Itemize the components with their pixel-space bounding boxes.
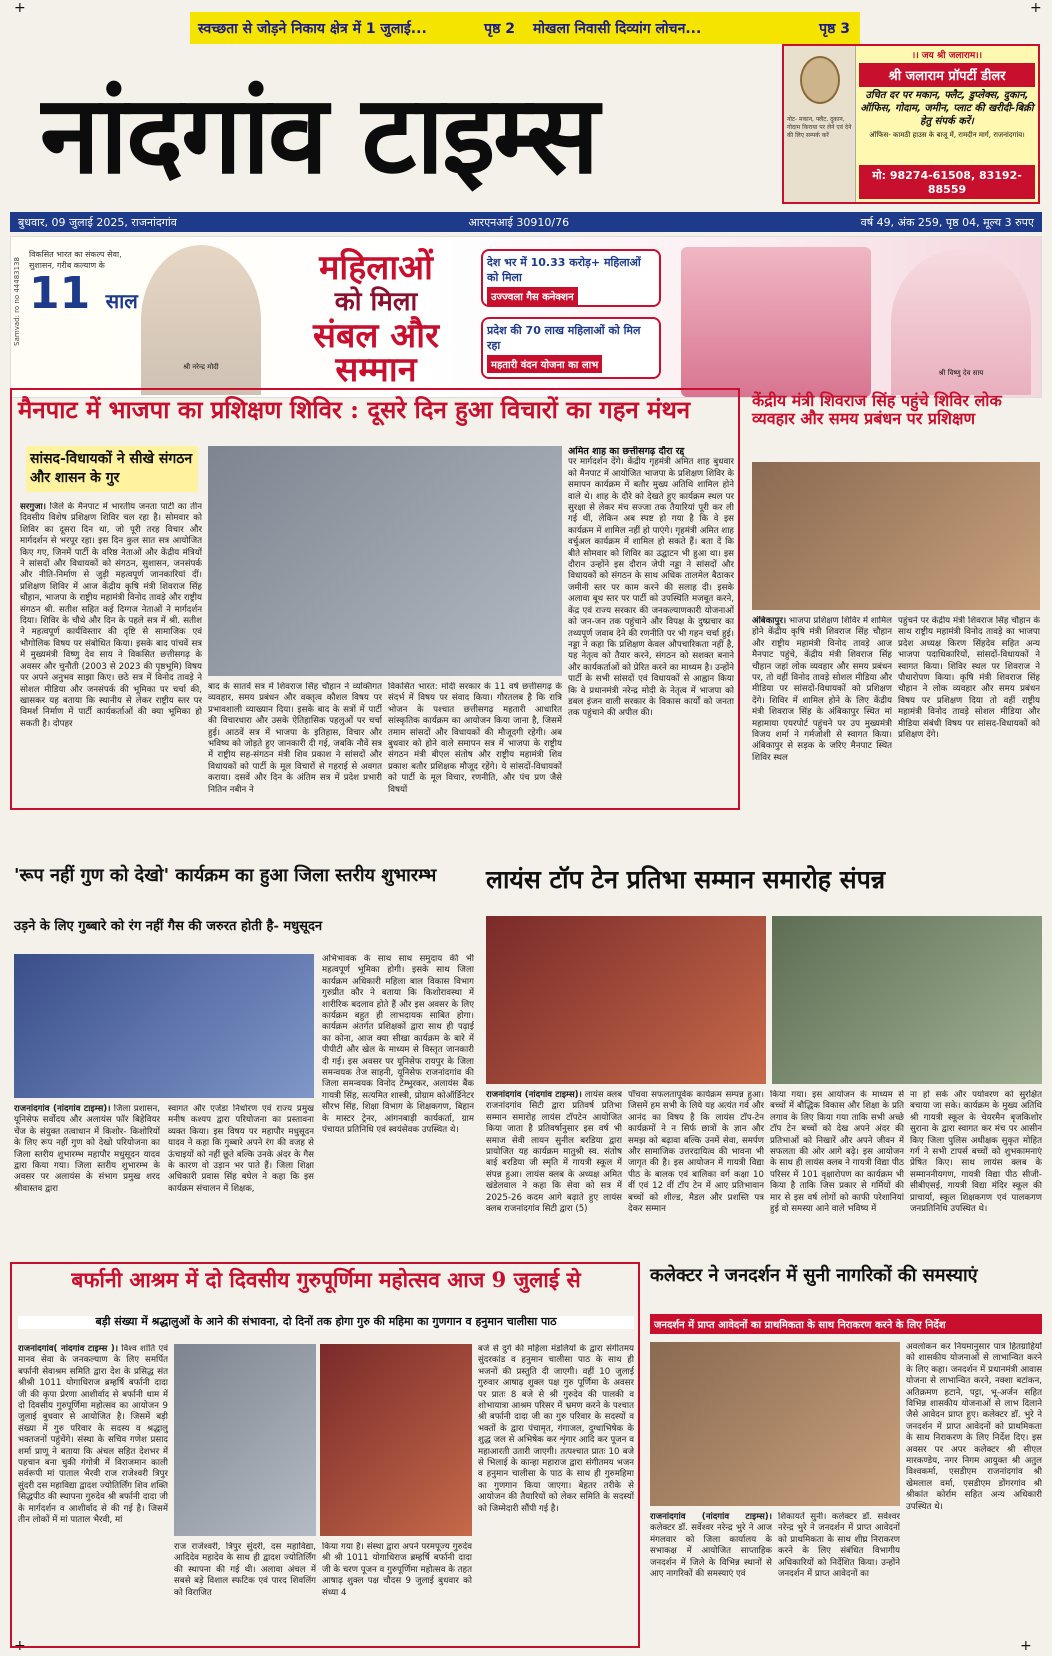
article-6-col-3: अवलोकन कर नियमानुसार पात्र हितग्राहियों को शासकीय योजनाओं से लाभान्वित करने के लिए कहा। जनदर्शन में प्रधानमंत्री आवास योजना से लाभान्वित करने, नक्शा बटांकन, अतिक्रमण हटाने, पट्टा, भू-अर्जन सहित विभिन्न शासकीय योजनाओं से लाभ दिलाने जैसे आवेदन प्राप्त हुए। कलेक्टर डॉ. भुरे ने जनदर्शन में प्राप्त आवेदनों को प्राथमिकता के साथ निराकरण के लिए निर्देश दिए। इस अवसर पर अपर कलेक्टर श्री सीएल मारकण्डेय, नगर निगम आयुक्त श्री अतुल विश्वकर्मा, एसडीएम राजनांदगांव श्री खेमलाल वर्मा, एसडीएम डोंगरगांव श्री श्रीकांत कोर्राम सहित अन्य अधिकारी उपस्थित थे। xyxy=(906,1342,1042,1512)
stat-2-text: प्रदेश की 70 लाख महिलाओं को मिल रहा xyxy=(487,324,641,352)
article-lions-topten xyxy=(484,866,1044,1254)
banner-tagline: विकसित भारत का संकल्प सेवा, सुशासन, गरीब कल्याण के xyxy=(29,250,122,270)
registration-mark: + xyxy=(1020,1638,1032,1654)
article-6-photo xyxy=(650,1342,900,1506)
article-5-headline[interactable]: बर्फानी आश्रम में दो दिवसीय गुरुपूर्णिमा महोत्सव आज 9 जुलाई से xyxy=(71,1267,581,1292)
article-2-headline[interactable]: केंद्रीय मंत्री शिवराज सिंह पहुंचे शिविर लोक व्यवहार और समय प्रबंधन पर प्रशिक्षण xyxy=(752,391,1002,429)
article-5-col-1: राजनांदगांव( नांदगांव टाइम्स )। विश्व शांति एवं मानव सेवा के जनकल्याण के लिए समर्पित बर्फानी सेवाश्रम समिति द्वारा देश के प्रसिद्ध संत श्रीश्री 1011 योगाधिराज ब्रम्हर्षि बर्फानी दादा जी की कृपा प्रेरणा आशीर्वाद से बर्फानी धाम में दो दिवसीय गुरुपूर्णिमा महोत्सव का आयोजन 9 जुलाई बुधवार से आयोजित है। जिसमें बड़ी संख्या में गुरु परिवार के सदस्य व श्रद्धालु भक्तजनों पहुंचेंगे। संस्था के सचिव गणेश प्रसाद शर्मा प्राणू ने बताया कि अंचल सहित देशभर में पहचान बना चुकी गंगोत्री में विराजमान काली सर्वरूपी मां पाताल भैरवी राज राजेश्वरी त्रिपुर सुंदरी दस महाविद्या द्वादश ज्योतिर्लिंग शिव शक्ति सिद्धपीठ की स्थापना गुरुदेव श्री बर्फानी दादा जी के मार्गदर्शन व आशीर्वाद से की गई है। जिसमें तीन लोकों में मां पाताल भैरवी, मां xyxy=(18,1344,168,1526)
issue-info: वर्ष 49, अंक 259, पृष्ठ 04, मूल्य 3 रुपए xyxy=(860,215,1034,229)
teaser-left-page: पृष्ठ 2 xyxy=(484,20,515,37)
pm-name: श्री नरेन्द्र मोदी xyxy=(183,363,219,371)
article-3-col-2: स्वागत और एजेंडा निर्धारण एवं राज्य प्रमुख मनीष कश्यप द्वारा परियोजना का प्रस्तावना व्यक्त किया। इस विषय पर महापौर मधुसूदन यादव ने कहा कि गुब्बारे अपने रंग की वजह से ऊंचाइयों को नहीं छूते बल्कि उनके अंदर के गैस के कारण वो उड़ान भर पाते हैं। जिला शिक्षा अधिकारी प्रवास सिंह बघेल ने कहा कि इस कार्यक्रम संचालन में शिक्षक, xyxy=(168,1104,314,1194)
slogan-line-3: संबल और सम्मान xyxy=(313,316,439,390)
article-3-subhead: उड़ने के लिए गुब्बारे को रंग नहीं गैस की जरुरत होती है- मधुसूदन xyxy=(14,919,323,934)
article-1-box-heading: अमित शाह का छत्तीसगढ़ दौरा रद्द xyxy=(568,446,685,457)
article-collector-jandarshan xyxy=(648,1262,1044,1648)
teaser-right[interactable]: मोखला निवासी दिव्यांग लोचन... xyxy=(533,20,702,37)
teaser-right-page: पृष्ठ 3 xyxy=(819,20,850,37)
masthead-title: नांदगांव टाइम्स xyxy=(40,72,598,198)
article-2-col-2: पहुंचने पर केंद्रीय मंत्री शिवराज सिंह चौहान के साथ राष्ट्रीय महामंत्री विनोद तावड़े का भाजपा प्रदेश अध्यक्ष किरण सिंहदेव सहित अन्य भाजपा पदाधिकारियों, सांसदों-विधायकों ने स्वागत किया। शिविर स्थल पर शिवराज ने पौधारोपण किया। कृषि मंत्री शिवराज सिंह चौहान ने लोक व्यवहार और समय प्रबंधन विषय पर प्रशिक्षण दिया तो वहीं राष्ट्रीय महामंत्री विनोद तावड़े सोशल मीडिया और मीडिया संबंधी विषय पर सांसद-विधायकों को प्रशिक्षण देंगे। xyxy=(898,616,1040,741)
stat-1-text: देश भर में 10.33 करोड़+ महिलाओं को मिला xyxy=(487,256,641,284)
article-shivraj xyxy=(748,388,1044,810)
article-1-photo xyxy=(208,446,562,676)
registration-mark: + xyxy=(14,1638,26,1654)
article-4-photo-2 xyxy=(772,916,1042,1084)
article-barfani-ashram xyxy=(10,1262,640,1648)
ad-portrait-caption: नोट- मकान, फ्लैट, दुकान, गोदाम किराया पर लेने एवं देने की लिए सम्पर्क करें xyxy=(787,116,852,139)
article-bjp-camp xyxy=(10,388,740,810)
article-2-photo xyxy=(752,462,1040,610)
banner-ro-number: Samvad: ro no 44483138 xyxy=(13,257,21,346)
article-4-headline[interactable]: लायंस टॉप टेन प्रतिभा सम्मान समारोह संपन्न xyxy=(486,865,886,894)
slogan-line-2: को मिला xyxy=(334,287,418,317)
cm-portrait xyxy=(891,249,1031,395)
teaser-left[interactable]: स्वच्छता से जोड़ने निकाय क्षेत्र में 1 जुलाई... xyxy=(198,20,427,37)
slogan-line-1: महिलाओं xyxy=(319,248,433,288)
article-5-col-4: बजे से दुर्ग की महिला मंडलियों के द्वारा संगीतमय सुंदरकांड व हनुमान चालीसा पाठ के साथ ही भजनों की प्रस्तुति दी जाएगी। वहीं 10 जुलाई गुरुवार आषाढ़ शुक्ल पक्ष गुरु पूर्णिमा के अवसर पर प्रातः 8 बजे से श्री गुरुदेव की पालकी व शोभायात्रा आश्रम परिसर में भ्रमण करने के पश्चात श्री बर्फानी दादा जी का गुरु परिवार के सदस्यों व भक्तों के द्वारा पंचामृत, गंगाजल, दुग्धाभिषेक के शुद्ध जल से अभिषेक कर शृंगार आदि कर पूजन व महाआरती उतारी जाएगी। तत्पश्चात प्रातः 10 बजे से भिलाई के कान्हा महाराज द्वारा संगीतमय भजन व हनुमान चालीसा के पाठ के साथ ही गुरुमहिमा का गुणगान किया जाएगा। बेहतर तरीके से आयोजन की तैयारियों को लेकर समिति के सदस्यों को जिम्मेदारी सौंपी गई है। xyxy=(478,1344,634,1514)
article-3-headline[interactable]: 'रूप नहीं गुण को देखो' कार्यक्रम का हुआ जिला स्तरीय शुभारम्भ xyxy=(14,865,437,886)
article-1-dateline: सरगुजा। xyxy=(20,502,47,512)
banner-stat-box-2 xyxy=(481,317,661,379)
article-3-photo xyxy=(14,954,314,1098)
article-6-dateline: राजनांदगांव (नांदगांव टाइम्स)। xyxy=(650,1512,772,1522)
registration-mark: + xyxy=(14,0,26,16)
article-5-col-3: किया गया है। संस्था द्वारा अपने परमपूज्य गुरुदेव श्री श्री 1011 योगाधिराज ब्रम्हर्षि बर्फानी दादा जी के चरण पूजन व गुरुपूर्णिमा महोत्सव के तहत आषाढ़ शुक्ल पक्ष चौदस 9 जुलाई बुधवार को संध्या 4 xyxy=(322,1542,472,1598)
article-4-dateline: राजनांदगांव (नांदगांव टाइम्स)। xyxy=(486,1090,582,1100)
article-6-subhead: जनदर्शन में प्राप्त आवेदनों का प्राथमिकता के साथ निराकरण करने के लिए निर्देश xyxy=(650,1314,1042,1334)
article-1-col-1: सरगुजा। जिले के मैनपाट में भारतीय जनता पार्टी का तीन दिवसीय विशेष प्रशिक्षण शिविर चल रहा है। सोमवार को शिविर का दूसरा दिन था, जो पूरी तरह विचार और मार्गदर्शन से भरपूर रहा। इस दिन कुल सात सत्र आयोजित किए गए, जिनमें पार्टी के वरिष्ठ नेताओं और केंद्रीय मंत्रियों ने सांसदों और विधायकों को संगठन, सुशासन, जनसंपर्क और नीति-निर्माण से जुड़ी महत्वपूर्ण जानकारियां दीं। प्रशिक्षण शिविर में आज केंद्रीय कृषि मंत्री शिवराज सिंह चौहान, भाजपा के राष्ट्रीय महामंत्री विनोद तावड़े और राष्ट्रीय संगठन श्री. सतीश सहित कई दिग्गज नेताओं ने मार्गदर्शन दिया। शिविर के चौथे और दिन के पहले सत्र में श्री. सतीश ने महत्वपूर्ण कार्यविस्तार की दृष्टि से सामाजिक एवं भौगोलिक विषय पर संबोधित किया। इसके बाद पांचवें सत्र में मुख्यमंत्री विष्णु देव साय ने विकसित छत्तीसगढ़ के अवसर और चुनौती (2003 से 2023 की पृष्ठभूमि) विषय पर अपने अनुभव साझा किए। छठे सत्र में विनोद तावड़े ने सोशल मीडिया और जनसंपर्क की भूमिका पर चर्चा की, खासकर यह बताया कि स्थानीय से लेकर राष्ट्रीय स्तर पर विमर्श निर्माण में पार्टी कार्यकर्ताओं की क्या भूमिका हो सकती है। दोपहर xyxy=(20,502,202,729)
dateline-bar xyxy=(10,212,1042,232)
article-3-dateline: राजनांदगांव (नांदगांव टाइम्स)। xyxy=(14,1104,111,1114)
article-5-photo-2 xyxy=(320,1344,472,1536)
article-6-headline[interactable]: कलेक्टर ने जनदर्शन में सुनी नागरिकों की समस्याएं xyxy=(650,1265,978,1286)
ad-portrait xyxy=(784,46,856,202)
cm-name: श्री विष्णु देव साय xyxy=(938,369,984,377)
ad-services: उचित दर पर मकान, फ्लैट, डुप्लेक्स, दुकान, ऑफिस, गोदाम, जमीन, प्लाट की खरीदी-बिक्री हेतु संपर्क करें। xyxy=(860,90,1034,127)
rni-number: आरएनआई 30910/76 xyxy=(468,215,570,229)
article-4-photo-1 xyxy=(486,916,766,1084)
women-photo xyxy=(681,247,871,397)
article-5-col-2: राज राजेश्वरी, त्रिपुर सुंदरी, दस महाविद्या, आदिदेव महादेव के साथ ही द्वादश ज्योतिर्लिंग की स्थापना की गई थी। अलावा अंचल में सबसे बड़े विशाल स्फटिक एवं पारद शिवलिंग को विराजित xyxy=(174,1542,316,1598)
top-strip xyxy=(190,12,860,44)
stat-2-scheme: महतारी वंदन योजना का लाभ xyxy=(487,355,602,373)
pm-portrait xyxy=(141,245,261,395)
article-4-col-2: पाँचवा सफलतापूर्वक कार्यक्रम सम्पन्न हुआ। जिसमें हम सभी के लिये यह अत्यंत गर्व और आनंद का विषय है कि लायंस टॉप-टेन कार्यक्रमों ने न सिर्फ छात्रों के ज्ञान और समझ को बढ़ावा बल्कि उनमें सेवा, समर्पण और सामाजिक उत्तरदायित्व की भावना भी जागृत की है। इस आयोजन में गायत्री विद्या पीठ के बालक एवं बालिका वर्ग कक्षा 10 वीं एवं 12 वीं टॉप टेन में आए प्रतिभावान बच्चों को शील्ड, मैडल और प्रशस्ति पत्र देकर सम्मान xyxy=(628,1090,764,1215)
banner-slogan xyxy=(291,248,461,390)
article-5-dateline: राजनांदगांव( नांदगांव टाइम्स )। xyxy=(18,1344,119,1354)
article-1-col-3: विकसित भारत: मोदी सरकार के 11 वर्ष छत्तीसगढ़ के संदर्भ में विषय पर संवाद किया। गौरतलब है कि रात्रि भोजन के पश्चात छत्तीसगढ़ महतारी आधारित सांस्कृतिक कार्यक्रम का आयोजन किया जाना है, जिसमें तमाम सांसदों और विधायकों की मौजूदगी रहेगी। अब बुधवार को होने वाले समापन सत्र में भाजपा के राष्ट्रीय संगठन मंत्री बीएल संतोष और राष्ट्रीय महामंत्री शिव प्रकाश बतौर प्रशिक्षक मौजूद रहेंगे। ये सांसदों-विधायकों को पार्टी के मूल विचार, रणनीति, और पंच प्रण जैसे विषयों xyxy=(388,682,562,795)
banner-stat-box-1 xyxy=(481,249,661,307)
article-4-col-1: राजनांदगांव (नांदगांव टाइम्स)। लायंस क्लब राजनांदगांव सिटी द्वारा प्रतिवर्ष प्रतिभा सम्मान समारोह लायंस टॉपटेन आयोजित किया जाता है प्रतिवर्षानुसार इस वर्ष भी समाज सेवी लायन सुनील बरडिया द्वारा प्रायोजित यह कार्यक्रम मातुश्री स्व. संतोष बाई बरडिया जी स्मृति में गायत्री स्कूल में संपन्न हुआ। लायंस क्लब के अध्यक्ष अमित खंडेलवाल ने कहा कि सेवा को सत्र में 2025-26 कदम आगे बढ़ाते हुए लायंस क्लब राजनांदगांव सिटी द्वारा (5) xyxy=(486,1090,622,1215)
registration-mark: + xyxy=(1030,0,1042,16)
ad-dealer-name: श्री जलाराम प्रॉपर्टी डीलर xyxy=(859,63,1035,87)
issue-date: बुधवार, 09 जुलाई 2025, राजनांदगांव xyxy=(18,215,177,229)
article-5-photo-1 xyxy=(174,1344,316,1536)
property-dealer-ad xyxy=(782,44,1040,204)
article-2-dateline: अंबिकापुर। xyxy=(752,616,787,626)
article-6-col-2: शिकायतें सुनी। कलेक्टर डॉ. सर्वेश्वर नरेन्द्र भुरे ने जनदर्शन में प्राप्त आवेदनों को प्राथमिकता के साथ शीघ्र निराकरण करने के लिए संबंधित विभागीय अधिकारियों को निर्देशित किया। उन्होंने जनदर्शन में प्राप्त आवेदनों का xyxy=(778,1512,900,1580)
ad-salutation: ।। जय श्री जलाराम।। xyxy=(911,51,983,61)
article-1-col-4: अमित शाह का छत्तीसगढ़ दौरा रद्द पर मार्गदर्शन देंगे। केंद्रीय गृहमंत्री अमित शाह बुधवार को मैनपाट में आयोजित भाजपा के प्रशिक्षण शिविर के समापन कार्यक्रम में बतौर मुख्य अतिथि शामिल होने वाले थे। शाह के दौरे को देखते हुए कार्यक्रम स्थल पर सुरक्षा से लेकर मंच सज्जा तक तैयारियां पूरी कर ली गई थीं, लेकिन अब स्पष्ट हो गया है कि वे इस कार्यक्रम में शामिल नहीं हो पाएंगे। गृहमंत्री अमित शाह वर्चुअल कार्यक्रम में शामिल हो सकते हैं। बता दें कि बीते सोमवार को शिविर का उद्घाटन भी हुआ था। इस दौरान उन्होंने इस दौरान जेपी नड्डा ने सांसदों और विधायकों को संगठन के साथ अधिक तालमेल बैठाकर जमीनी स्तर पर काम करने की सलाह दी। इसके अलावा बूथ स्तर पर पार्टी को उपस्थिति मजबूत करने, केंद्र एवं राज्य सरकार की जनकल्याणकारी योजनाओं को जन-जन तक पहुंचाने और विपक्ष के दुष्प्रचार का तथ्यपूर्ण जवाब देने की रणनीति पर भी गहन चर्चा हुई। नड्डा ने कहा कि प्रशिक्षण केवल औपचारिकता नहीं है, यह नेतृत्व को तैयार करने, संगठन को सशक्त बनाने और कार्यकर्ताओं को प्रेरित करने का माध्यम है। उन्होंने पार्टी के सभी सांसदों एवं विधायकों से आह्वान किया कि वे प्रधानमंत्री नरेन्द्र मोदी के नेतृत्व में भाजपा को डबल इंजन वाली सरकार के विकास कार्यों को जनता तक पहुंचाने की अपील की। xyxy=(568,446,734,719)
banner-years-word: साल xyxy=(105,289,138,313)
article-1-col-2: बाद के सातवें सत्र में शिवराज सिंह चौहान ने व्यक्तिगत व्यवहार, समय प्रबंधन और वक्तृत्व कौशल विषय पर प्रभावशाली व्याख्यान दिया। इसके बाद के सत्रों में पार्टी की विचारधारा और उसके ऐतिहासिक पहलुओं पर चर्चा हुई। आठवें सत्र में भाजपा के इतिहास, विचार और भविष्य को जोड़ते हुए जानकारी दी गई, जबकि नौवें सत्र में राष्ट्रीय सह-संगठन मंत्री शिव प्रकाश ने सांसदों और विधायकों को पार्टी के मूल विचारों से गहराई से अवगत कराया। दसवें और दिन के अंतिम सत्र में प्रदेश प्रभारी नितिन नबीन ने xyxy=(208,682,382,795)
government-banner-ad xyxy=(10,236,1042,398)
article-1-subhead: सांसद-विधायकों ने सीखे संगठन और शासन के गुर xyxy=(26,446,198,492)
stat-1-scheme: उज्ज्वला गैस कनेक्शन xyxy=(487,287,578,305)
article-3-col-1: राजनांदगांव (नांदगांव टाइम्स)। जिला प्रशासन, यूनिसेफ सर्वोदय और अलायंस फॉर बिहेवियर चेंज के संयुक्त तत्वाधान में किशोर- किशोरियों के लिए रूप नहीं गुण को देखो परियोजना का जिला स्तरीय शुभारम्भ महापौर मधुसूदन यादव द्वारा किया गया। जिला स्तरीय शुभारम्भ के अवसर पर अलायंस के संभाग प्रमुख शरद श्रीवास्तव द्वारा xyxy=(14,1104,160,1194)
article-2-col-1: अंबिकापुर। भाजपा प्रशिक्षण शिविर में शामिल होने केंद्रीय कृषि मंत्री शिवराज सिंह चौहान और राष्ट्रीय महामंत्री विनोद तावड़े आज मैनपाट पहुंचे, केंद्रीय मंत्री शिवराज सिंह चौहान जहां लोक व्यवहार और समय प्रबंधन पर, तो वहीं विनोद तावड़े सोशल मीडिया और मीडिया पर सांसदों-विधायकों को प्रशिक्षण देंगे। शिविर में शामिल होने के लिए केंद्रीय मंत्री शिवराज सिंह के अंबिकापुर स्थित मां महामाया एयरपोर्ट पहुंचने पर उप मुख्यमंत्री विजय शर्मा ने गर्मजोशी से स्वागत किया। अंबिकापुर से सड़क के जरिए मैनपाट स्थित शिविर स्थल xyxy=(752,616,892,763)
article-roop-nahi-gun xyxy=(10,866,476,1254)
article-3-col-3: अभिभावक के साथ साथ समुदाय की भी महत्वपूर्ण भूमिका होगी। इसके साथ जिला कार्यक्रम अधिकारी महिला बाल विकास विभाग गुरुप्रीत कौर ने बताया कि किशोरावस्था में शारीरिक बदलाव होते हैं और इस अवसर के लिए कार्यक्रम बहुत ही लाभदायक साबित होगा। कार्यक्रम अंतर्गत प्रशिक्षकों द्वारा साथ ही पढ़ाई का कोना, आज क्या सीखा कार्यक्रम के बारे में पीपीटी और खेल के माध्यम से विस्तृत जानकारी दी गई। इस अवसर पर यूनिसेफ रायपुर के जिला समन्वयक तेज साहनी, यूनिसेफ राजनांदगांव की जिला समन्वयक विनोद टेम्भुरकर, अलायंस बैंक गायत्री सिंह, सत्यमित शास्त्री, प्रोग्राम कोऑर्डिनेटर सौरभ सिंह, शिक्षा विभाग के शिक्षकगण, बिहान के मास्टर ट्रेनर, आंगनबाड़ी कार्यकर्ता, ग्राम पंचायत प्रतिनिधि एवं स्वयंसेवक उपस्थित थे। xyxy=(322,954,474,1136)
article-6-col-1: राजनांदगांव (नांदगांव टाइम्स)। कलेक्टर डॉ. सर्वेश्वर नरेन्द्र भुरे ने आज मंगलवार को जिला कार्यालय के सभाकक्ष में आयोजित साप्ताहिक जनदर्शन में जिले के विभिन्न स्थानों से आए नागरिकों की समस्याएं एवं xyxy=(650,1512,772,1580)
portrait-icon xyxy=(800,56,840,104)
article-5-subhead: बड़ी संख्या में श्रद्धालुओं के आने की संभावना, दो दिनों तक होगा गुरु की महिमा का गुणगान व हनुमान चालीसा पाठ xyxy=(18,1316,634,1329)
ad-mobile: मो: 98274-61508, 83192-88559 xyxy=(859,165,1035,199)
article-4-col-4: ना हो सके और पर्यावरण को सुरक्षित बचाया जा सके। कार्यक्रम के मुख्य अतिथि श्री गायत्री स्कूल के चेयरमैन बृजकिशोर सुराना के द्वारा स्वागत कर मंच पर आसीन किए जिला पुलिस अधीक्षक सुकृत मोहित गर्ग ने सभी टापर्स बच्चों को शुभकामनाएं प्रेषित किए। साथ लायंस क्लब के सम्माननीयगण, गायत्री विद्या पीठ सीजी-सीबीएसई, गायत्री विद्या मंदिर स्कूल की प्राचार्या, स्कूल शिक्षकगण एवं पालकगण जनप्रतिनिधि उपस्थित थे। xyxy=(910,1090,1042,1215)
banner-years: 11 xyxy=(29,268,91,319)
ad-address: ऑफिस- कामठी हाउस के बाजू में, रामदीन मार्ग, राजनांदगांव। xyxy=(869,131,1025,139)
article-4-col-3: किया गया। इस आयोजन के माध्यम से बच्चों में बौद्धिक विकास और शिक्षा के प्रति लगाव के लिए किया गया ताकि सभी अच्छे टॉप टेन बच्चों को देख अपने अंदर की प्रतिभाओं को निखारें और अपने जीवन में सफलता की ओर आगे बढ़े। इस आयोजन के साथ ही लायंस क्लब ने गायत्री विद्या पीठ परिसर में 101 वृक्षारोपण का कार्यक्रम भी किया है ताकि जिस प्रकार से गर्मियों की मार से इस वर्ष लोगों को काफी परेशानियां हुई वो समस्या आने वाले भविष्य में xyxy=(770,1090,904,1215)
article-1-headline[interactable]: मैनपाट में भाजपा का प्रशिक्षण शिविर : दूसरे दिन हुआ विचारों का गहन मंथन xyxy=(18,395,691,424)
